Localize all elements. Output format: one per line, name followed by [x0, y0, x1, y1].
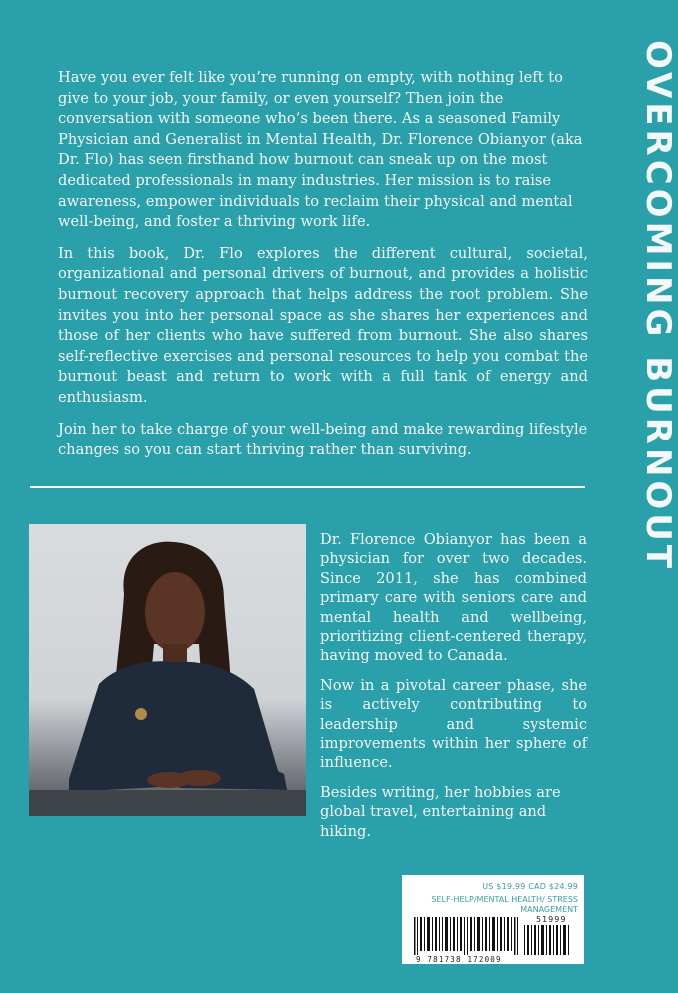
bio-paragraph-2: Now in a pivotal career phase, she is actively contributing to leadership and systemic improvements within her sphere of influence. — [320, 676, 587, 772]
isbn-number: 9 781738 172009 — [416, 955, 502, 964]
author-photo — [29, 524, 306, 816]
addon-barcode — [524, 925, 570, 955]
author-portrait-illustration — [29, 524, 306, 816]
spine-title: OVERCOMING BURNOUT — [638, 40, 678, 573]
blurb-paragraph-2: In this book, Dr. Flo explores the different cultural, societal, organizational and personal drivers of burnout, and provides a holistic burnout recovery approach that helps address the root problem. She invites you into her personal space as she shares her experiences and those of her clients who have suffered from burnout. She also shares self-reflective exercises and personal resources to help you combat the burnout beast and return to work with a full tank of energy and enthusiasm. — [58, 244, 588, 406]
back-cover-blurb — [58, 68, 588, 472]
blurb-paragraph-1: Have you ever felt like you’re running on empty, with nothing left to give to your job, your family, or even yourself? Then join the conversation with someone who’s been there. As a seasoned Family Physician and Generalist in Mental Health, Dr. Florence Obianyor (aka Dr. Flo) has seen firsthand how burnout can sneak up on the most dedicated professionals in many industries. Her mission is to raise awareness, empower individuals to reclaim their physical and mental well-being, and foster a thriving work life. — [58, 69, 583, 231]
barcode-box — [402, 875, 584, 964]
addon-number: 51999 — [536, 915, 567, 924]
price-label: US $19.99 CAD $24.99 — [482, 882, 578, 891]
blurb-paragraph-3: Join her to take charge of your well-being and make rewarding lifestyle changes so you can start thriving rather than surviving. — [58, 420, 588, 459]
section-divider — [30, 486, 585, 488]
spine-edge — [638, 40, 678, 600]
bio-paragraph-3: Besides writing, her hobbies are global travel, entertaining and hiking. — [320, 783, 561, 840]
category-label: SELF-HELP/MENTAL HEALTH/ STRESS MANAGEMENT — [431, 895, 578, 914]
author-bio — [320, 530, 587, 851]
isbn-barcode — [414, 917, 519, 955]
bio-paragraph-1: Dr. Florence Obianyor has been a physician for over two decades. Since 2011, she has combined primary care with seniors care and mental health and wellbeing, prioritizing client-centered therapy, having moved to Canada. — [320, 531, 587, 665]
